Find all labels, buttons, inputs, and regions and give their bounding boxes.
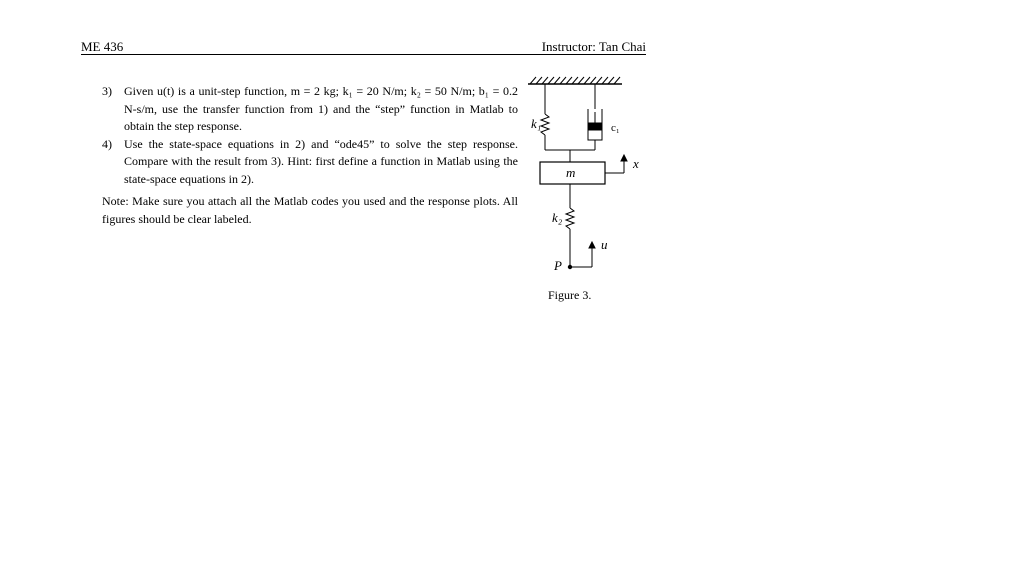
mass-spring-damper-figure: [520, 72, 660, 312]
label-p: P: [554, 258, 562, 273]
question-text: Given u(t) is a unit-step function, m = 2 kg; k₁ = 20 N/m; k₂ = 50 N/m; b₁ = 0.2 N-s/m, use the transfer function from 1) and the “step” function in Matlab to obtain the step response.: [124, 84, 518, 133]
question-4: [102, 136, 518, 189]
u-arrow: [570, 242, 595, 267]
figure-caption: Figure 3.: [548, 288, 592, 302]
label-x: x: [633, 156, 639, 171]
label-m: m: [566, 165, 576, 180]
label-k2: k₂: [552, 210, 563, 225]
problem-list: [102, 83, 518, 228]
x-arrow: [605, 155, 627, 173]
damper-c1: [588, 84, 602, 150]
question-3: [102, 83, 518, 136]
course-code: ME 436: [81, 39, 124, 54]
note-paragraph: Note: Make sure you attach all the Matlab codes you used and the response plots. All figures should be clear labeled.: [102, 194, 518, 226]
label-u: u: [601, 237, 608, 252]
label-k1: k₁: [531, 116, 542, 131]
spring-k2: [566, 184, 574, 267]
question-text: Use the state-space equations in 2) and “ode45” to solve the step response. Compare with the result from 3). Hint: first define a function in Matlab using the state-space equations in 2).: [124, 136, 518, 186]
label-c1: c₁: [611, 122, 620, 134]
figure-drawing: [520, 72, 660, 292]
spring-k1: [541, 84, 549, 150]
page-header: [81, 39, 646, 55]
question-number: 4): [102, 136, 112, 151]
question-number: 3): [102, 84, 112, 98]
ceiling-hatch: [530, 77, 620, 84]
instructor-name: Instructor: Tan Chai: [541, 39, 646, 54]
